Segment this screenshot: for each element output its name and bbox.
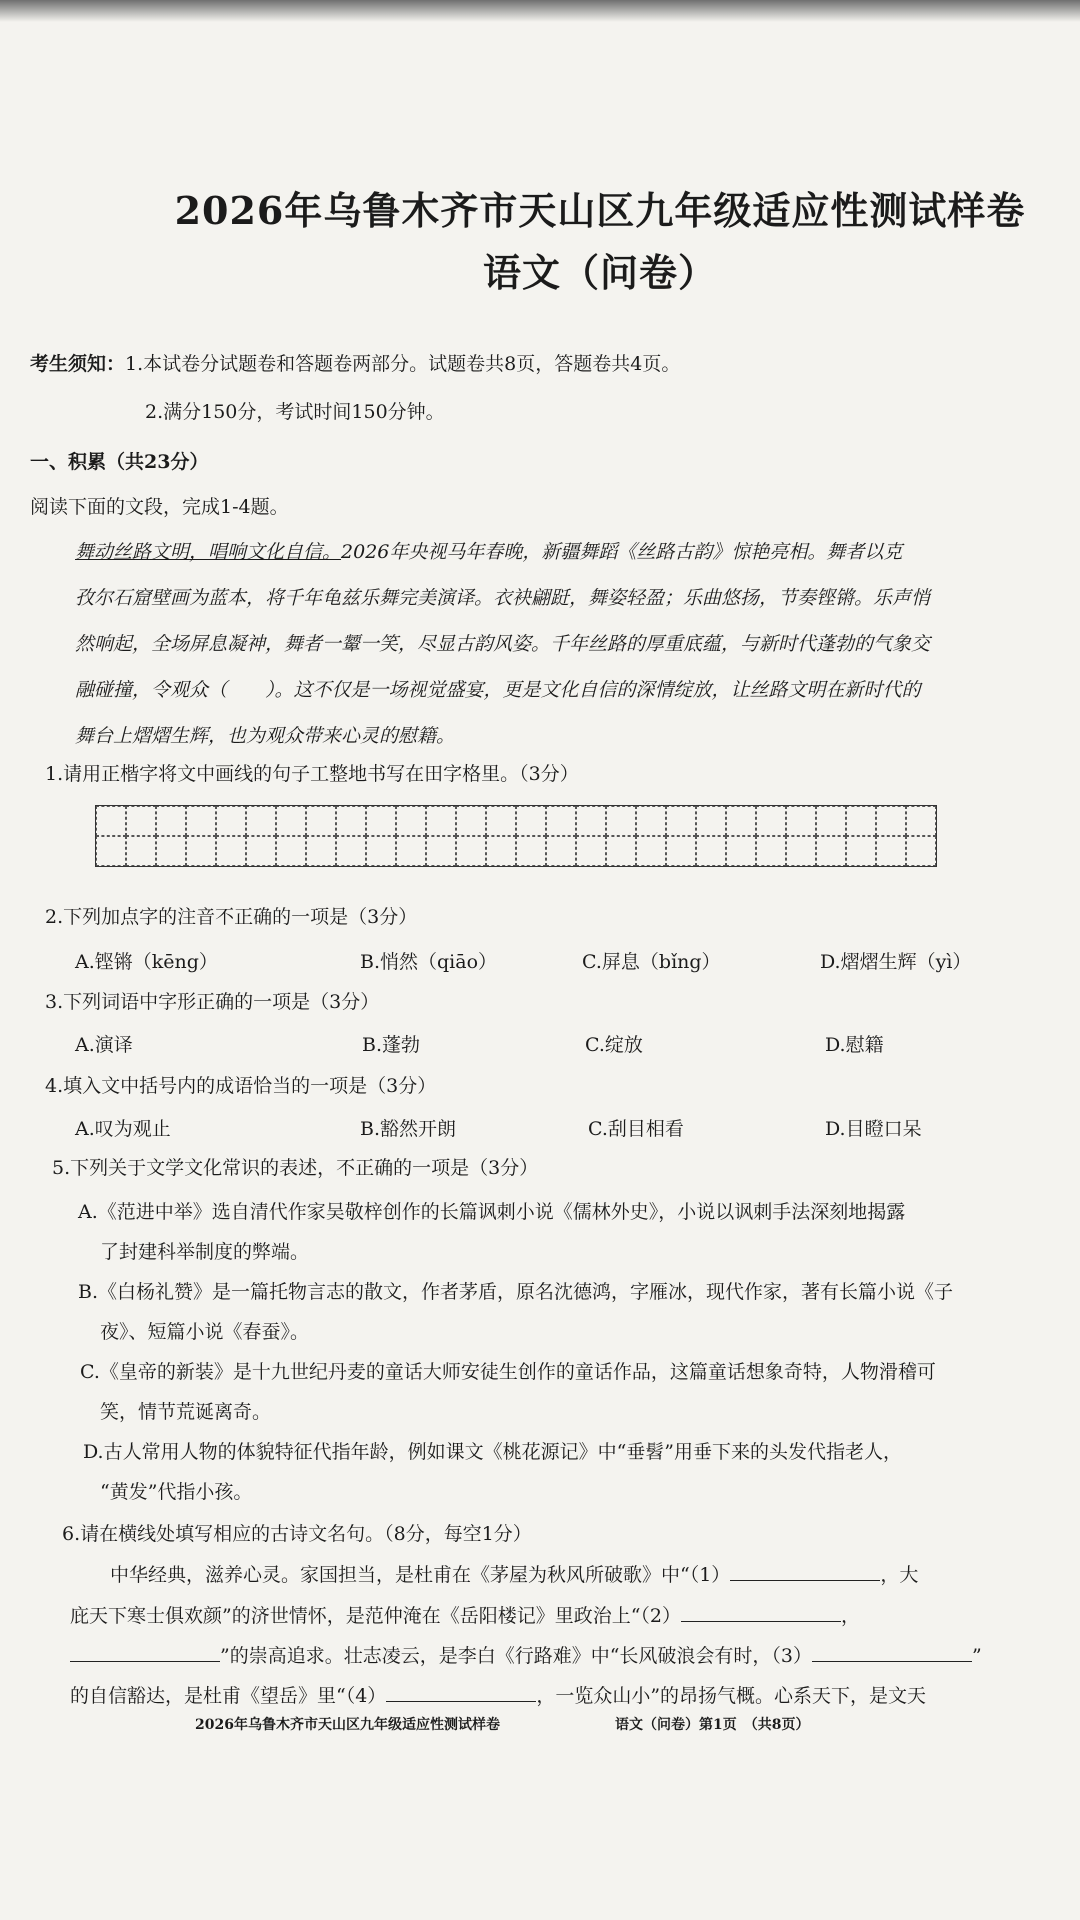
tianzige-cell[interactable] (426, 806, 456, 836)
section-heading: 一、积累（共23分） (30, 451, 209, 473)
q2-option-a[interactable]: A.铿锵（kēng） (75, 951, 218, 973)
tianzige-cell[interactable] (156, 836, 186, 866)
question-4: 4.填入文中括号内的成语恰当的一项是（3分） (45, 1075, 437, 1097)
q6-blank-2b[interactable] (70, 1643, 220, 1662)
tianzige-cell[interactable] (906, 836, 936, 866)
tianzige-cell[interactable] (366, 806, 396, 836)
passage-line-1: 舞动丝路文明，唱响文化自信。2026年央视马年春晚，新疆舞蹈《丝路古韵》惊艳亮相。舞者以克 (75, 541, 903, 563)
tianzige-cell[interactable] (126, 806, 156, 836)
tianzige-cell[interactable] (336, 806, 366, 836)
q6-blank-3[interactable] (812, 1643, 972, 1662)
tianzige-cell[interactable] (876, 806, 906, 836)
tianzige-cell[interactable] (426, 836, 456, 866)
tianzige-cell[interactable] (156, 806, 186, 836)
q3-option-d[interactable]: D.慰籍 (825, 1034, 884, 1056)
q6-blank-4[interactable] (386, 1683, 536, 1702)
tianzige-cell[interactable] (726, 836, 756, 866)
q2-option-c[interactable]: C.屏息（bǐng） (582, 951, 721, 973)
notice-line-1 (30, 352, 1060, 376)
passage-line-4: 融碰撞，令观众（ ）。这不仅是一场视觉盛宴，更是文化自信的深情绽放，让丝路文明在新时代的 (75, 679, 921, 701)
tianzige-cell[interactable] (306, 836, 336, 866)
tianzige-cell[interactable] (186, 806, 216, 836)
tianzige-cell[interactable] (276, 836, 306, 866)
q6-line-4: 的自信豁达，是杜甫《望岳》里“（4） ，一览众山小”的昂扬气概。心系天下，是文天 (70, 1685, 927, 1707)
tianzige-cell[interactable] (756, 836, 786, 866)
q2-option-d[interactable]: D.熠熠生辉（yì） (820, 951, 972, 973)
tianzige-cell[interactable] (816, 836, 846, 866)
q6-line-3: ”的崇高追求。壮志凌云，是李白《行路难》中“长风破浪会有时，（3） ” (70, 1643, 1080, 1668)
tianzige-cell[interactable] (336, 836, 366, 866)
notice-item-2: 2.满分150分，考试时间150分钟。 (145, 401, 445, 423)
tianzige-cell[interactable] (606, 836, 636, 866)
tianzige-cell[interactable] (726, 806, 756, 836)
question-5: 5.下列关于文学文化常识的表述，不正确的一项是（3分） (52, 1157, 539, 1179)
tianzige-cell[interactable] (96, 806, 126, 836)
footer-left: 2026年乌鲁木齐市天山区九年级适应性测试样卷 (195, 1717, 500, 1733)
tianzige-cell[interactable] (96, 836, 126, 866)
q5-option-b-cont: 夜》、短篇小说《春蚕》。 (100, 1321, 310, 1343)
tianzige-cell[interactable] (186, 836, 216, 866)
tianzige-cell[interactable] (516, 836, 546, 866)
tianzige-cell[interactable] (576, 806, 606, 836)
tianzige-cell[interactable] (696, 836, 726, 866)
underlined-sentence: 舞动丝路文明，唱响文化自信。 (75, 541, 342, 563)
tianzige-cell[interactable] (606, 806, 636, 836)
tianzige-cell[interactable] (696, 806, 726, 836)
tianzige-cell[interactable] (636, 806, 666, 836)
q3-option-a[interactable]: A.演译 (75, 1034, 133, 1056)
tianzige-cell[interactable] (306, 806, 336, 836)
passage-line-5: 舞台上熠熠生辉，也为观众带来心灵的慰籍。 (75, 725, 456, 747)
q6-line-1: 中华经典，滋养心灵。家国担当，是杜甫在《茅屋为秋风所破歌》中“（1） ，大 (110, 1564, 919, 1586)
q3-option-b[interactable]: B.蓬勃 (362, 1034, 421, 1056)
passage-line-2: 孜尔石窟壁画为蓝本，将千年龟兹乐舞完美演译。衣袂翩跹，舞姿轻盈；乐曲悠扬，节奏铿锵。乐声悄 (75, 587, 931, 609)
q4-option-a[interactable]: A.叹为观止 (75, 1118, 171, 1140)
tianzige-cell[interactable] (396, 806, 426, 836)
tianzige-cell[interactable] (246, 836, 276, 866)
tianzige-cell[interactable] (666, 836, 696, 866)
q5-option-a: A.《范进中举》选自清代作家吴敬梓创作的长篇讽刺小说《儒林外史》，小说以讽刺手法深刻地揭露 (78, 1201, 906, 1223)
tianzige-cell[interactable] (846, 836, 876, 866)
tianzige-cell[interactable] (906, 806, 936, 836)
tianzige-cell[interactable] (666, 806, 696, 836)
tianzige-cell[interactable] (216, 836, 246, 866)
passage-line-3: 然响起，全场屏息凝神，舞者一颦一笑，尽显古韵风姿。千年丝路的厚重底蕴，与新时代蓬勃的气象交 (75, 633, 931, 655)
tianzige-cell[interactable] (576, 836, 606, 866)
q6-blank-2[interactable] (681, 1603, 841, 1622)
tianzige-cell[interactable] (846, 806, 876, 836)
tianzige-cell[interactable] (546, 806, 576, 836)
tianzige-cell[interactable] (636, 836, 666, 866)
scan-shadow (0, 0, 1080, 22)
q5-option-b: B.《白杨礼赞》是一篇托物言志的散文，作者茅盾，原名沈德鸿，字雁冰，现代作家，著有长篇小说《子 (78, 1281, 954, 1303)
q4-option-c[interactable]: C.刮目相看 (588, 1118, 684, 1140)
q5-option-d-cont: “黄发”代指小孩。 (100, 1481, 253, 1503)
question-2: 2.下列加点字的注音不正确的一项是（3分） (45, 906, 418, 928)
question-3: 3.下列词语中字形正确的一项是（3分） (45, 991, 380, 1013)
tianzige-cell[interactable] (456, 806, 486, 836)
tianzige-cell[interactable] (216, 806, 246, 836)
tianzige-cell[interactable] (486, 806, 516, 836)
tianzige-cell[interactable] (126, 836, 156, 866)
question-6: 6.请在横线处填写相应的古诗文名句。（8分，每空1分） (62, 1523, 532, 1545)
exam-subtitle: 语文（问卷） (482, 250, 717, 295)
tianzige-cell[interactable] (396, 836, 426, 866)
q6-blank-1[interactable] (730, 1562, 880, 1581)
q4-option-d[interactable]: D.目瞪口呆 (825, 1118, 922, 1140)
q4-option-b[interactable]: B.豁然开朗 (360, 1118, 457, 1140)
q5-option-c: C.《皇帝的新装》是十九世纪丹麦的童话大师安徒生创作的童话作品，这篇童话想象奇特，人物滑稽可 (80, 1361, 936, 1383)
tianzige-cell[interactable] (786, 836, 816, 866)
tianzige-cell[interactable] (456, 836, 486, 866)
section-intro: 阅读下面的文段，完成1-4题。 (30, 496, 289, 518)
question-1: 1.请用正楷字将文中画线的句子工整地书写在田字格里。（3分） (45, 763, 579, 785)
tianzige-cell[interactable] (546, 836, 576, 866)
q5-option-d: D.古人常用人物的体貌特征代指年龄，例如课文《桃花源记》中“垂髫”用垂下来的头发代指老人， (83, 1441, 903, 1463)
q5-option-c-cont: 笑，情节荒诞离奇。 (100, 1401, 272, 1423)
q5-option-a-cont: 了封建科举制度的弊端。 (100, 1241, 310, 1263)
exam-title: 2026年乌鲁木齐市天山区九年级适应性测试样卷 (174, 188, 1026, 233)
tianzige-cell[interactable] (276, 806, 306, 836)
tianzige-cell[interactable] (366, 836, 396, 866)
q3-option-c[interactable]: C.绽放 (585, 1034, 643, 1056)
tianzige-cell[interactable] (816, 806, 846, 836)
tianzige-cell[interactable] (486, 836, 516, 866)
tianzige-cell[interactable] (246, 806, 276, 836)
notice-item-1: 1.本试卷分试题卷和答题卷两部分。试题卷共8页，答题卷共4页。 (125, 353, 681, 375)
notice-label: 考生须知： (30, 353, 126, 375)
footer-page: 语文（问卷）第1页 （共8页） (615, 1717, 810, 1733)
tianzige-cell[interactable] (516, 806, 546, 836)
tianzige-grid[interactable] (95, 805, 937, 867)
tianzige-cell[interactable] (876, 836, 906, 866)
tianzige-cell[interactable] (786, 806, 816, 836)
tianzige-cell[interactable] (756, 806, 786, 836)
q2-option-b[interactable]: B.悄然（qiāo） (360, 951, 498, 973)
q6-line-2: 庇天下寒士俱欢颜”的济世情怀，是范仲淹在《岳阳楼记》里政治上“（2） ， (70, 1605, 861, 1627)
